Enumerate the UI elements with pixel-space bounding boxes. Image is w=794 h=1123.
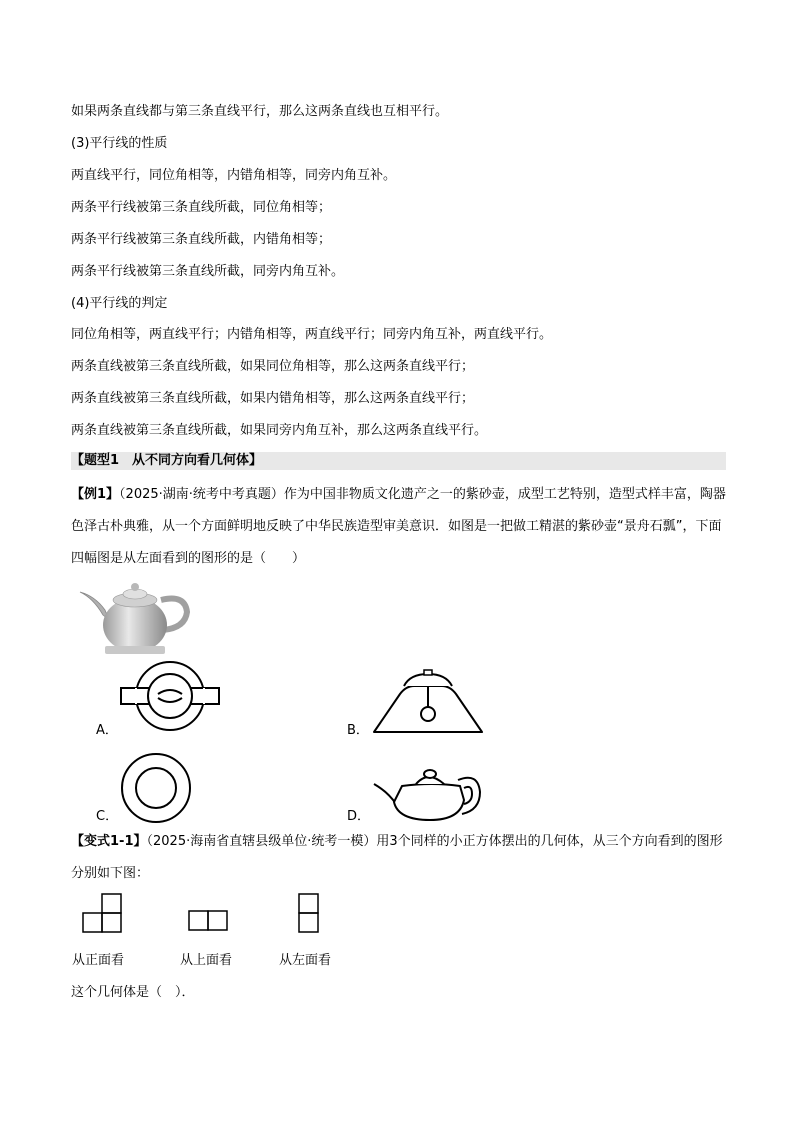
front-view-figure bbox=[82, 893, 124, 933]
option-d-label: D． bbox=[347, 809, 371, 824]
option-d-figure bbox=[372, 762, 484, 824]
text-line: 两条平行线被第三条直线所截，同位角相等； bbox=[71, 200, 332, 215]
text-line: (3)平行线的性质 bbox=[71, 136, 168, 151]
text-line: (4)平行线的判定 bbox=[71, 296, 168, 311]
text-line: 两条直线被第三条直线所截，如果同旁内角互补，那么这两条直线平行。 bbox=[71, 423, 488, 438]
text-line: 两条直线被第三条直线所截，如果内错角相等，那么这两条直线平行； bbox=[71, 391, 475, 406]
example-text: （2025·湖南·统考中考真题）作为中国非物质文化遗产之一的紫砂壶，成型工艺特别，造型式样丰富，陶器色泽古朴典雅，从一个方面鲜明地反映了中华民族造型审美意识．如图是一把做工精湛的紫砂壶“景舟石瓢”，下面四幅图是从左面看到的图形的是（ ） bbox=[71, 487, 726, 566]
text-line: 两条平行线被第三条直线所截，内错角相等； bbox=[71, 232, 332, 247]
left-view-figure bbox=[298, 893, 320, 933]
example-1 bbox=[71, 479, 726, 575]
text-line: 如果两条直线都与第三条直线平行，那么这两条直线也互相平行。 bbox=[71, 104, 449, 119]
option-a-figure bbox=[118, 658, 222, 734]
top-view-figure bbox=[188, 910, 230, 932]
final-question: 这个几何体是（ ）． bbox=[71, 985, 195, 1000]
option-a-label: A． bbox=[96, 723, 118, 738]
variant-text: （2025·海南省直辖县级单位·统考一模）用3个同样的小正方体摆出的几何体，从三个方向看到的图形分别如下图： bbox=[71, 834, 723, 881]
front-view-caption: 从正面看 bbox=[72, 953, 125, 968]
text-line: 两条直线被第三条直线所截，如果同位角相等，那么这两条直线平行； bbox=[71, 359, 475, 374]
option-c-figure bbox=[118, 750, 194, 826]
text-line: 同位角相等，两直线平行；内错角相等，两直线平行；同旁内角互补，两直线平行。 bbox=[71, 327, 553, 342]
teapot-photo bbox=[75, 570, 190, 660]
example-label: 【例1】 bbox=[71, 487, 120, 502]
option-b-figure bbox=[370, 668, 486, 740]
option-b-label: B． bbox=[347, 723, 369, 738]
text-line: 两直线平行，同位角相等，内错角相等，同旁内角互补。 bbox=[71, 168, 397, 183]
top-view-caption: 从上面看 bbox=[180, 953, 233, 968]
variant-label: 【变式1-1】 bbox=[71, 834, 147, 849]
left-view-caption: 从左面看 bbox=[279, 953, 332, 968]
variant-1-1 bbox=[71, 826, 726, 890]
text-line: 两条平行线被第三条直线所截，同旁内角互补。 bbox=[71, 264, 345, 279]
option-c-label: C． bbox=[96, 809, 119, 824]
section-heading: 【题型1 从不同方向看几何体】 bbox=[71, 452, 726, 470]
